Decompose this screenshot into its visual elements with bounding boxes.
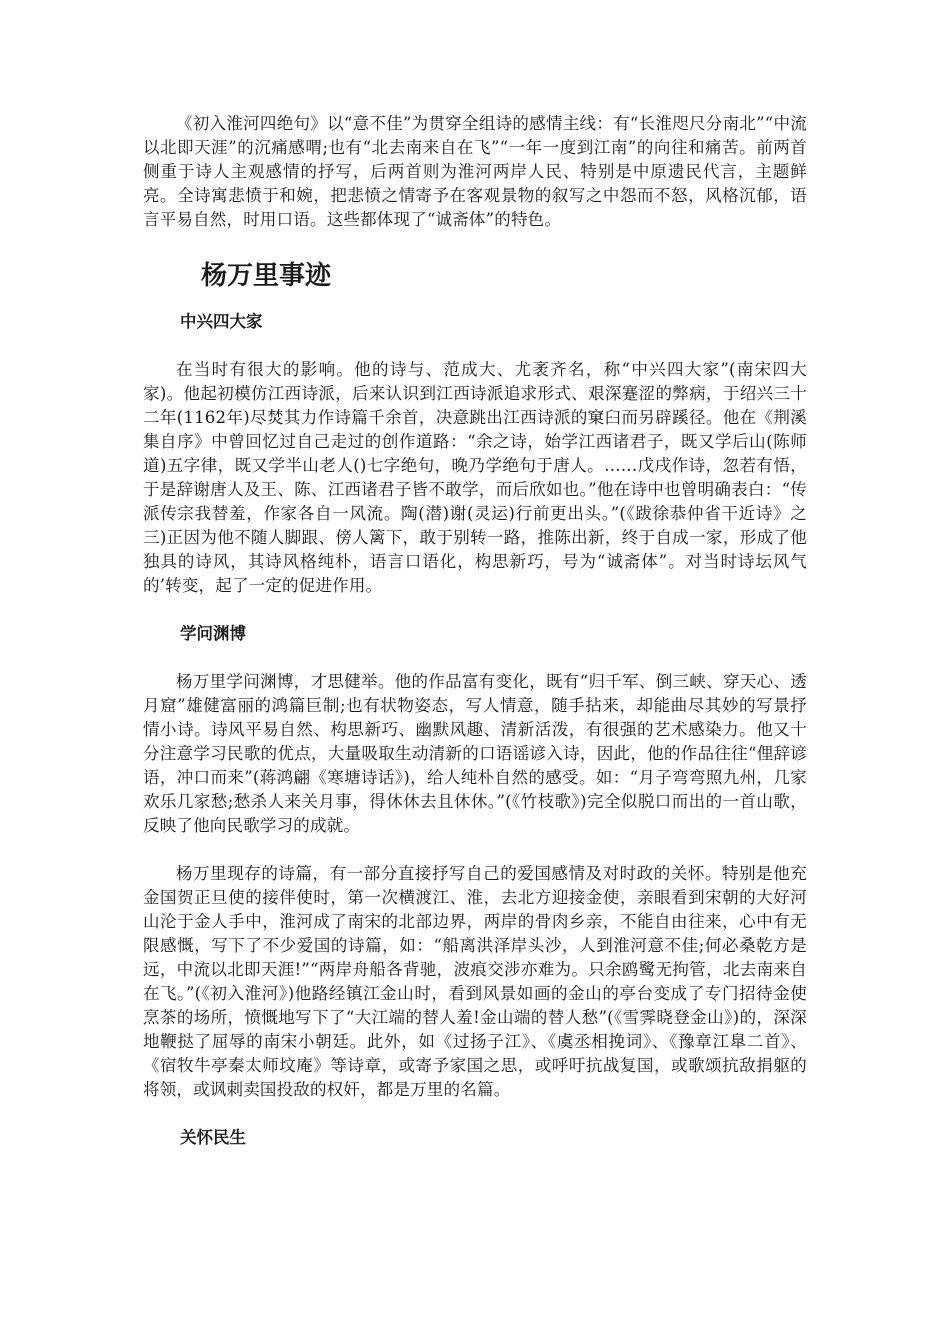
paragraph-xuewen-2: 杨万里现存的诗篇，有一部分直接抒写自己的爱国感情及对时政的关怀。特别是他充金国贺正旦使的接伴使时，第一次横渡江、淮，去北方迎接金使，亲眼看到宋朝的大好河山沦于金人手中，淮河成了南宋的北部边界，两岸的骨肉乡亲，不能自由往来，心中有无限感慨，写下了不少爱国的诗篇，如：“船离洪泽岸头沙，人到淮河意不佳;何必桑乾方是远，中流以北即天涯!”“两岸舟船各背驰，波痕交涉亦难为。只余鸥鹭无拘管，北去南来自在飞。”(《初入淮河》)他路经镇江金山时，看到风景如画的金山的亭台变成了专门招待金使烹茶的场所，愤慨地写下了“大江端的替人羞!金山端的替人愁”(《雪霁晓登金山》)的，深深地鞭挞了屈辱的南宋小朝廷。此外，如《过扬子江》、《虞丞相挽词》、《豫章江臯二首》、《宿牧牛亭秦太师坟庵》等诗章，或寄予家国之思，或呼吁抗战复国，或歌颂抗敌捐躯的将领，或讽刺卖国投敌的权奸，都是万里的名篇。 bbox=[143, 864, 807, 1099]
paragraph-xuewen-1: 杨万里学问渊博，才思健举。他的作品富有变化，既有“归千军、倒三峡、穿天心、透月窟”雄健富丽的鸿篇巨制;也有状物姿态，写人情意，随手拈来，却能曲尽其妙的写景抒情小诗。诗风平易自然、构思新巧、幽默风趣、清新活泼，有很强的艺术感染力。他又十分注意学习民歌的优点，大量吸取生动清新的口语谣谚入诗，因此，他的作品往往“俚辞谚语，冲口而来”(蒋鸿翩《寒塘诗话》)，给人纯朴自然的感受。如：“月子弯弯照九州，几家欢乐几家愁;愁杀人来关月事，得休休去且休休。”(《竹枝歌》)完全似脱口而出的一首山歌，反映了他向民歌学习的成就。 bbox=[143, 672, 807, 835]
spacer bbox=[143, 838, 807, 862]
spacer bbox=[143, 334, 807, 358]
spacer bbox=[143, 232, 807, 260]
paragraph-zhongxing: 在当时有很大的影响。他的诗与、范成大、尤袤齐名，称“中兴四大家”(南宋四大家)。他起初模仿江西诗派，后来认识到江西诗派追求形式、艰深蹇涩的弊病，于绍兴三十二年(1162年)尽焚其力作诗篇千余首，决意跳出江西诗派的窠臼而另辟蹊径。他在《荆溪集自序》中曾回忆过自己走过的创作道路：“余之诗，始学江西诸君子，既又学后山(陈师道)五字律，既又学半山老人()七字绝句，晚乃学绝句于唐人。……戊戌作诗，忽若有悟，于是辞谢唐人及王、陈、江西诸君子皆不敢学，而后欣如也。”他在诗中也曾明确表白：“传派传宗我替羞，作家各自一风流。陶(潜)谢(灵运)行前更出头。”(《跋徐恭仲省干近诗》之三)正因为他不随人脚跟、傍人篱下，敢于别转一路，推陈出新，终于自成一家，形成了他独具的诗风，其诗风格纯朴，语言口语化，构思新巧，号为“诚斋体”。对当时诗坛风气的’转变，起了一定的促进作用。 bbox=[143, 360, 807, 595]
subheading-zhongxing: 中兴四大家 bbox=[180, 312, 263, 331]
section-title: 杨万里事迹 bbox=[201, 261, 332, 291]
document-page bbox=[143, 112, 807, 1150]
intro-paragraph: 《初入淮河四绝句》以“意不佳”为贯穿全组诗的感情主线：有“长淮咫尺分南北”“中流以北即天涯”的沉痛感喟;也有“北去南来自在飞”“一年一度到江南”的向往和痛苦。前两首侧重于诗人主观感情的抒写，后两首则为淮河两岸人民、特别是中原遗民代言，主题鲜亮。全诗寓悲愤于和婉，把悲愤之情寄予在客观景物的叙写之中怨而不怒，风格沉郁，语言平易自然，时用口语。这些都体现了“诚斋体”的特色。 bbox=[143, 114, 807, 229]
spacer bbox=[143, 1102, 807, 1126]
spacer bbox=[143, 292, 807, 310]
spacer bbox=[143, 598, 807, 622]
spacer bbox=[143, 646, 807, 670]
subheading-xuewen: 学问渊博 bbox=[180, 624, 246, 643]
subheading-guanhuai: 关怀民生 bbox=[180, 1128, 246, 1147]
